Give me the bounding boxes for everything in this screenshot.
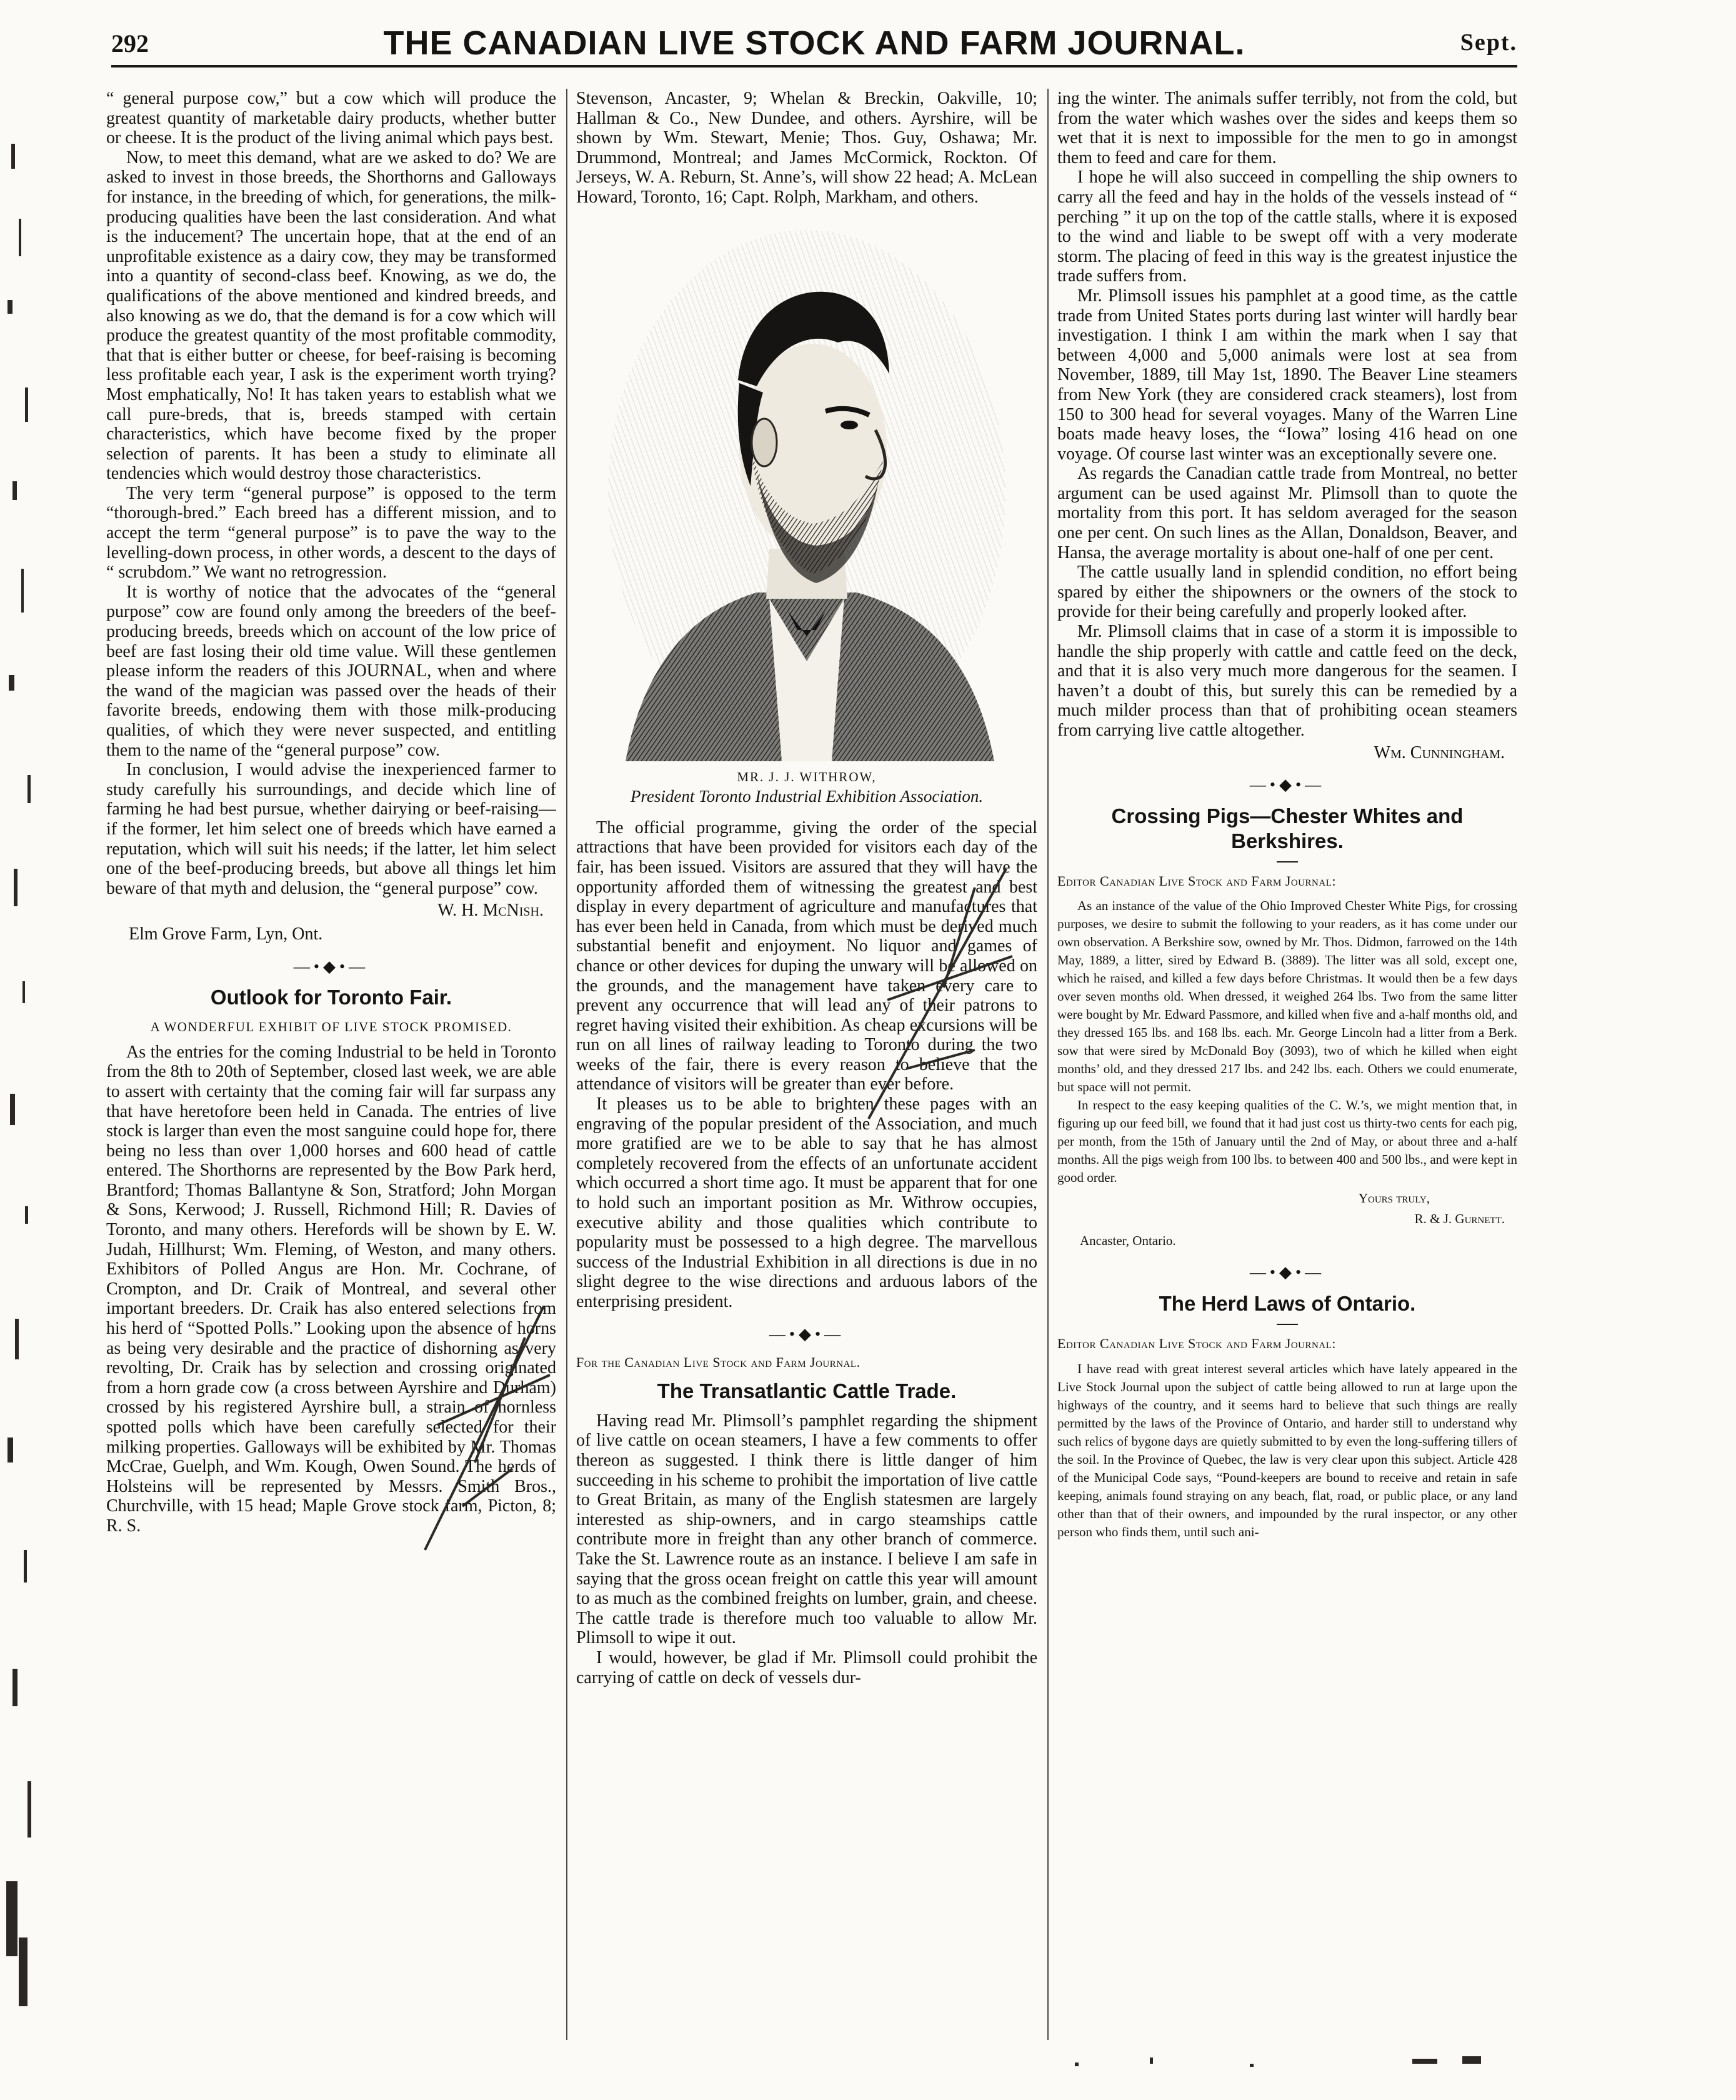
paragraph: As the entries for the coming Industrial to be held in Toronto from the 8th to 20th of September, closed last week, we are able to assert with certainty that the coming fair will far surpass any that have heretofore been held in Canada. The entries of live stock is larger than even the most sanguine could hope for, there being no less than over 1,000 horses and 600 head of cattle entered. The Shorthorns are represented by the Bow Park herd, Brantford; Thomas Ballantyne & Son, Stratford; John Morgan & Sons, Kerwood; J. Russell, Richmond Hill; R. Davies of Toronto, and many others. Herefords will be shown by E. W. Judah, Hillhurst; Wm. Fleming, of Weston, and many others. Exhibitors of Polled Angus are Hon. Mr. Cochrane, of Crompton, and Dr. Craik of Montreal, and several other important breeders. Dr. Craik has also entered selections from his herd of “Spotted Polls.” Looking upon the absence of horns as being very desirable and the practice of dishorning as very revolting, Dr. Craik has by selection and crossing originated from a horn grade cow (a cross between Ayrshire and Durham) crossed by his registered Ayrshire bull, a strain of hornless spotted polls which have been carefully selected for their milking properties. Galloways will be exhibited by Mr. Thomas McCrae, Guelph, and Wm. Kough, Owen Sound. The herds of Holsteins will be represented by Messrs. Smith Bros., Churchville, with 15 head; Maple Grove stock farm, Picton, 8; R. S. [106,1042,556,1536]
pencil-scribble-mark [850,862,1025,1125]
scan-edge-noise [0,94,44,2031]
article-heading: Outlook for Toronto Fair. [210,986,452,1009]
column-rule-2 [1047,89,1049,2040]
paragraph: I hope he will also succeed in compelling the ship owners to carry all the feed and hay in the holds of the vessels instead of “ perching ” it up on the top of the cattle stalls, where it is exposed to the wind and liable to be swept off with a very moderate storm. The placing of feed in this way is the greatest injustice the trade suffers from. [1057,168,1517,286]
journal-title: THE CANADIAN LIVE STOCK AND FARM JOURNAL. [383,24,1245,62]
paragraph: I would, however, be glad if Mr. Plimsoll could prohibit the carrying of cattle on deck of vessels dur- [576,1648,1037,1688]
paragraph: As regards the Canadian cattle trade from Montreal, no better argument can be used against Mr. Plimsoll than to quote the mortality from this port. It has seldom averaged for the season one per cent. On such lines as the Allan, Donaldson, Beaver, and Hansa, the average mortality is about one-half of one per cent. [1057,464,1517,562]
closing-line: Yours truly, [1358,1191,1430,1206]
portrait-figure [594,224,1019,807]
paragraph: As an instance of the value of the Ohio Improved Chester White Pigs, for crossing purposes, we desire to submit the following to your readers, as it has come under our own observation. A Berkshire sow, owned by Mr. Thos. Didmon, farrowed on the 14th May, 1889, a litter, sired by Edward B. (3889). The litter was all sold, except one, which he raised, and killed a few days before Christmas. It would then be a few days over seven months old. When dressed, it weighed 264 lbs. Two from the same litter were bought by Mr. Edward Passmore, and killed when five and a-half months old, and they dressed 165 lbs. and 168 lbs. each. Mr. George Lincoln had a litter from a Berk. sow that were sired by McDonald Boy (3093), two of which he killed when eight months’ old, and they dressed 217 lbs. and 242 lbs. each. Others we could enumerate, but space will not permit. [1057,898,1517,1095]
paragraph: In conclusion, I would advise the inexperienced farmer to study carefully his surroundings, and decide which line of farming he had best pursue, whether dairying or beef-raising—if the former, let him select one of breeds which have earned a reputation, which will suit his needs; if the latter, let him select one of the beef-producing breeds, but above all things let him beware of that myth and delusion, the “general purpose” cow. [106,760,556,898]
paragraph: It pleases us to be able to brighten these pages with an engraving of the popular president of the Association, and much more gratified are we to be able to say that he has almost completely recovered from the effects of an unfortunate accident which occurred a short time ago. It must be apparent that for one to hold such an important position as Mr. Withrow occupies, executive ability and those qualities which contribute to popularity must be possessed to a high degree. The marvellous success of the Industrial Exhibition in all directions is due in no slight degree to the wise directions and arduous labors of the enterprising president. [576,1094,1037,1311]
column-3 [1057,89,1517,2040]
page-header [111,21,1517,65]
paragraph: Stevenson, Ancaster, 9; Whelan & Breckin, Oakville, 10; Hallman & Co., New Dundee, and others. Ayrshire, will be shown by Wm. Stewart, Menie; Thos. Guy, Oshawa; Mr. Drummond, Montreal; and James McCormick, Rockton. Of Jerseys, W. A. Reburn, St. Anne’s, will show 22 head; A. McLean Howard, Toronto, 16; Capt. Rolph, Markham, and others. [576,89,1037,207]
for-journal-line: For the Canadian Live Stock and Farm Journal. [576,1354,861,1371]
section-ornament: —•◆•— [293,957,369,976]
paragraph: “ general purpose cow,” but a cow which will produce the greatest quantity of marketable dairy products, whether butter or cheese. It is the product of the living animal which pays best. [106,89,556,148]
paragraph: Mr. Plimsoll issues his pamphlet at a good time, as the cattle trade from United States ports during last winter will hardly bear investigation. I think I am within the mark when I say that between 4,000 and 5,000 animals were lost at sea from November, 1889, till May 1st, 1890. The Beaver Line steamers from New York (they are considered crack steamers), lost from 150 to 300 head for several voyages. Many of the Warren Line boats made heavy loses, the “Iowa” losing 416 head on one voyage. Of course last winter was an exceptionally severe one. [1057,286,1517,464]
section-ornament: —•◆•— [1249,776,1325,794]
editor-line: Editor Canadian Live Stock and Farm Journal: [1057,1335,1336,1351]
paragraph: The very term “general purpose” is opposed to the term “thorough-bred.” Each breed has a different mission, and to accept the term “general purpose” is to pave the way to the levelling-down process, in other words, a descent to the days of “ scrubdom.” We want no retrogression. [106,483,556,582]
portrait-engraving [601,224,1013,761]
pencil-scribble-mark [400,1300,562,1562]
author-place: Elm Grove Farm, Lyn, Ont. [129,924,323,944]
paragraph: ing the winter. The animals suffer terribly, not from the cold, but from the water which washes over the sides and keeps them so wet that it is next to impossible for the men to go in amongst them to feed and care for them. [1057,89,1517,168]
article-heading: Crossing Pigs—Chester Whites and Berkshires. [1111,804,1464,852]
article-heading: The Transatlantic Cattle Trade. [657,1379,957,1402]
article-subheading: A WONDERFUL EXHIBIT OF LIVE STOCK PROMISED. [150,1019,512,1035]
author-signature: Wm. Cunningham. [1374,742,1505,762]
paragraph: The official programme, giving the order of the special attractions that have been provided for visitors each day of the fair, has been issued. Visitors are assured that they will have the opportunity afforded them of witnessing the greatest and best display in every department of agriculture and manufactures that has ever been held in Canada, from which must be derived much substantial benefit and enjoyment. No liquor and games of chance or other devices for duping the unwary will be allowed on the grounds, and the management have taken every care to prevent any occurrence that will lead any of their patrons to regret having visited their exhibition. As cheap excursions will be run on all lines of railway leading to Toronto during the two weeks of the fair, there is every reason to believe that the attendance of visitors will be greater than ever before. [576,818,1037,1094]
paragraph: The cattle usually land in splendid condition, no effort being spared by either the shipowners or the owners of the stock to provide for their being carefully and properly looked after. [1057,562,1517,622]
paragraph: Mr. Plimsoll claims that in case of a storm it is impossible to handle the ship properly with cattle and cattle feed on the deck, and that it is also very much more dangerous for the seamen. I haven’t a doubt of this, but surely this can be remedied by a much milder process than that of prohibiting ocean steamers from carrying live cattle altogether. [1057,622,1517,740]
header-rule [111,65,1517,68]
heading-dash [1277,1324,1298,1325]
author-place: Ancaster, Ontario. [1080,1233,1176,1249]
issue-month: Sept. [1460,29,1517,56]
section-ornament: —•◆•— [1249,1263,1325,1282]
heading-dash [1277,861,1298,862]
portrait-caption-title: President Toronto Industrial Exhibition Association. [630,787,984,806]
paragraph: In respect to the easy keeping qualities of the C. W.’s, we might mention that, in figuring up our feed bill, we found that it had just cost us thirty-two cents for each pig, per month, from the 15th of January until the 2nd of May, or about three and a-half months. All the pigs weigh from 100 lbs. to between 400 and 500 lbs., and were kept in good order. [1057,1098,1517,1186]
page-number: 292 [111,29,149,58]
scan-bottom-specks [1062,2050,1525,2075]
author-signature: W. H. McNish. [437,901,544,921]
paragraph: It is worthy of notice that the advocates of the “general purpose” cow are found only among the breeders of the beef-producing breeds, breeds which on account of the low price of beef are fast losing their old time value. Will these gentlemen please inform the readers of this JOURNAL, when and where the wand of the magician was passed over the heads of their favorite breeds, endowing them with those milk-producing qualities, of which they were never suspected, and entitling them to the name of the “general purpose” cow. [106,582,556,760]
section-ornament: —•◆•— [769,1324,845,1343]
column-1 [106,89,556,2040]
paragraph: Having read Mr. Plimsoll’s pamphlet regarding the shipment of live cattle on ocean steamers, I have a few comments to offer thereon as suggested. I think there is little danger of him succeeding in his scheme to prohibit the importation of live cattle to Great Britain, as many of the English statesmen are largely interested as ship-owners, and in cargo steamships cattle contribute more in freight than any other branch of commerce. Take the St. Lawrence route as an instance. I believe I am safe in saying that the gross ocean freight on cattle this year will amount to as much as the combined freights on lumber, grain, and cheese. The cattle trade is therefore much too valuable to allow Mr. Plimsoll to wipe it out. [576,1411,1037,1648]
portrait-caption-name: MR. J. J. WITHROW, [737,769,877,784]
editor-line: Editor Canadian Live Stock and Farm Journal: [1057,872,1336,889]
paragraph: Now, to meet this demand, what are we asked to do? We are asked to invest in those breeds, the Shorthorns and Galloways for instance, in the breeding of which, for generations, the milk-producing qualities have been the last consideration. And what is the inducement? The uncertain hope, that at the end of an unprofitable existence as a dairy cow, they may be transformed into a quantity of second-class beef. Knowing, as we do, the qualifications of the above mentioned and kindred breeds, and also knowing as we do, that the demand is for a cow which will produce the greatest quantity of the most profitable commodity, that that is either butter or cheese, for beef-raising is becoming less profitable each year, I ask is the experiment worth trying? Most emphatically, No! It has taken years to establish what we call pure-breds, that is, breeds stamped with certain characteristics, which have become fixed by the proper selection of parents. It has been a study to eliminate all tendencies which would destroy those characteristics. [106,148,556,484]
author-signature: R. & J. Gurnett. [1414,1211,1505,1227]
column-rule-1 [566,89,567,2040]
paragraph: I have read with great interest several articles which have lately appeared in the Live Stock Journal upon the subject of cattle being allowed to run at large upon the highways of the country, and it seems hard to believe that such things are really permitted by the laws of the Province of Ontario, and harder still to understand why such relics of bygone days are quietly submitted to by even the long-suffering tillers of the soil. In the Province of Quebec, the law is very clear upon this subject. Article 428 of the Municipal Code says, “Pound-keepers are bound to receive and retain in safe keeping, animals found straying on any beach, flat, road, or public place, or any land other than that of their owners, and impounded by the rural inspector, or any other person who finds them, until such ani- [1057,1361,1517,1539]
article-heading: The Herd Laws of Ontario. [1159,1291,1416,1315]
